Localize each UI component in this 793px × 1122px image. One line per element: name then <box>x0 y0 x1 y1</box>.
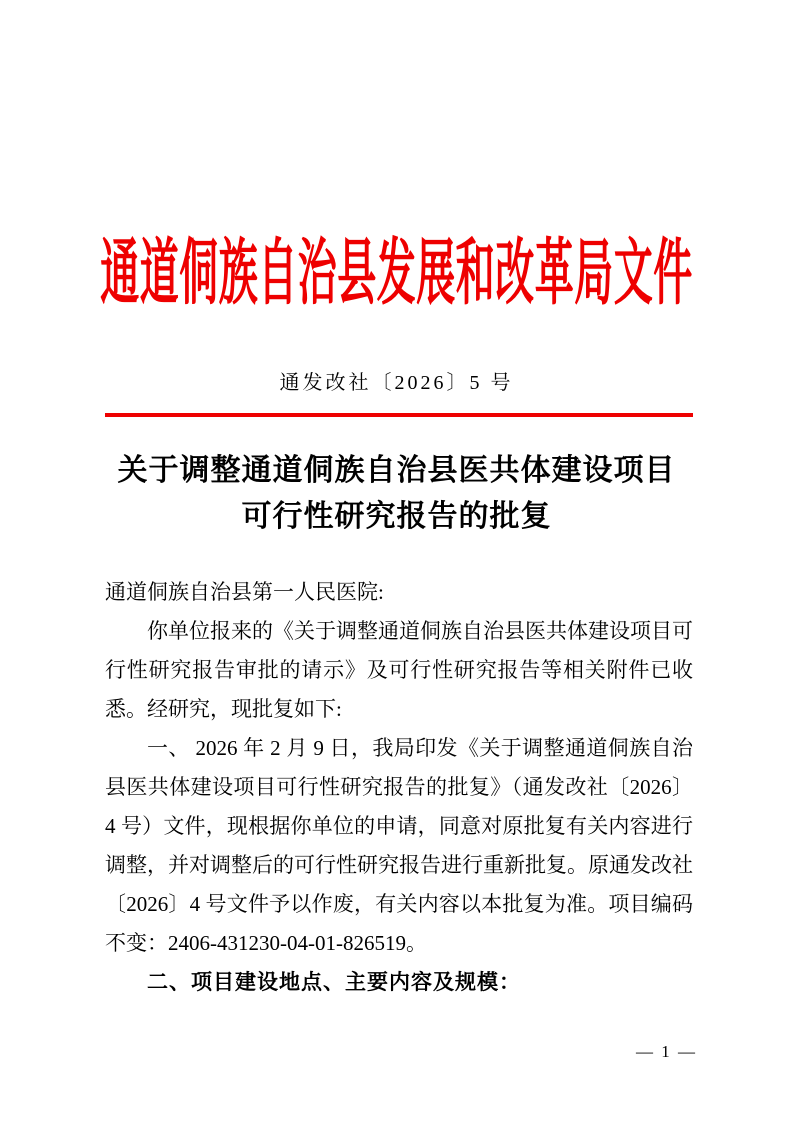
red-divider-line <box>105 413 693 417</box>
agency-header-title: 通道侗族自治县发展和改革局文件 <box>100 234 693 315</box>
doc-title <box>0 448 793 540</box>
body-line: 一、 2026 年 2 月 9 日，我局印发《关于调整通道侗族自治 <box>147 736 693 760</box>
body-line: 调整，并对调整后的可行性研究报告进行重新批复。原通发改社 <box>105 853 693 877</box>
body-line: 悉。经研究，现批复如下: <box>105 697 342 721</box>
body-line: 县医共体建设项目可行性研究报告的批复》（通发改社〔2026〕 <box>105 775 693 799</box>
agency-header <box>0 216 793 315</box>
body-text <box>105 573 693 1002</box>
body-line-salutation: 通道侗族自治县第一人民医院: <box>105 580 384 604</box>
body-line: 你单位报来的《关于调整通道侗族自治县医共体建设项目可 <box>147 619 693 643</box>
doc-title-line-2: 可行性研究报告的批复 <box>241 500 552 533</box>
body-line-project-code: 不变：2406-431230-04-01-826519。 <box>105 931 427 955</box>
body-line: 〔2026〕4 号文件予以作废，有关内容以本批复为准。项目编码 <box>105 892 693 916</box>
page-number: — 1 — <box>636 1042 697 1061</box>
body-line: 4 号）文件，现根据你单位的申请，同意对原批复有关内容进行 <box>105 814 693 838</box>
doc-title-line-1: 关于调整通道侗族自治县医共体建设项目 <box>117 454 676 487</box>
body-line: 行性研究报告审批的请示》及可行性研究报告等相关附件已收 <box>105 658 693 682</box>
body-section-heading: 二、项目建设地点、主要内容及规模： <box>147 971 521 994</box>
doc-number: 通发改社〔2026〕5 号 <box>279 372 514 394</box>
